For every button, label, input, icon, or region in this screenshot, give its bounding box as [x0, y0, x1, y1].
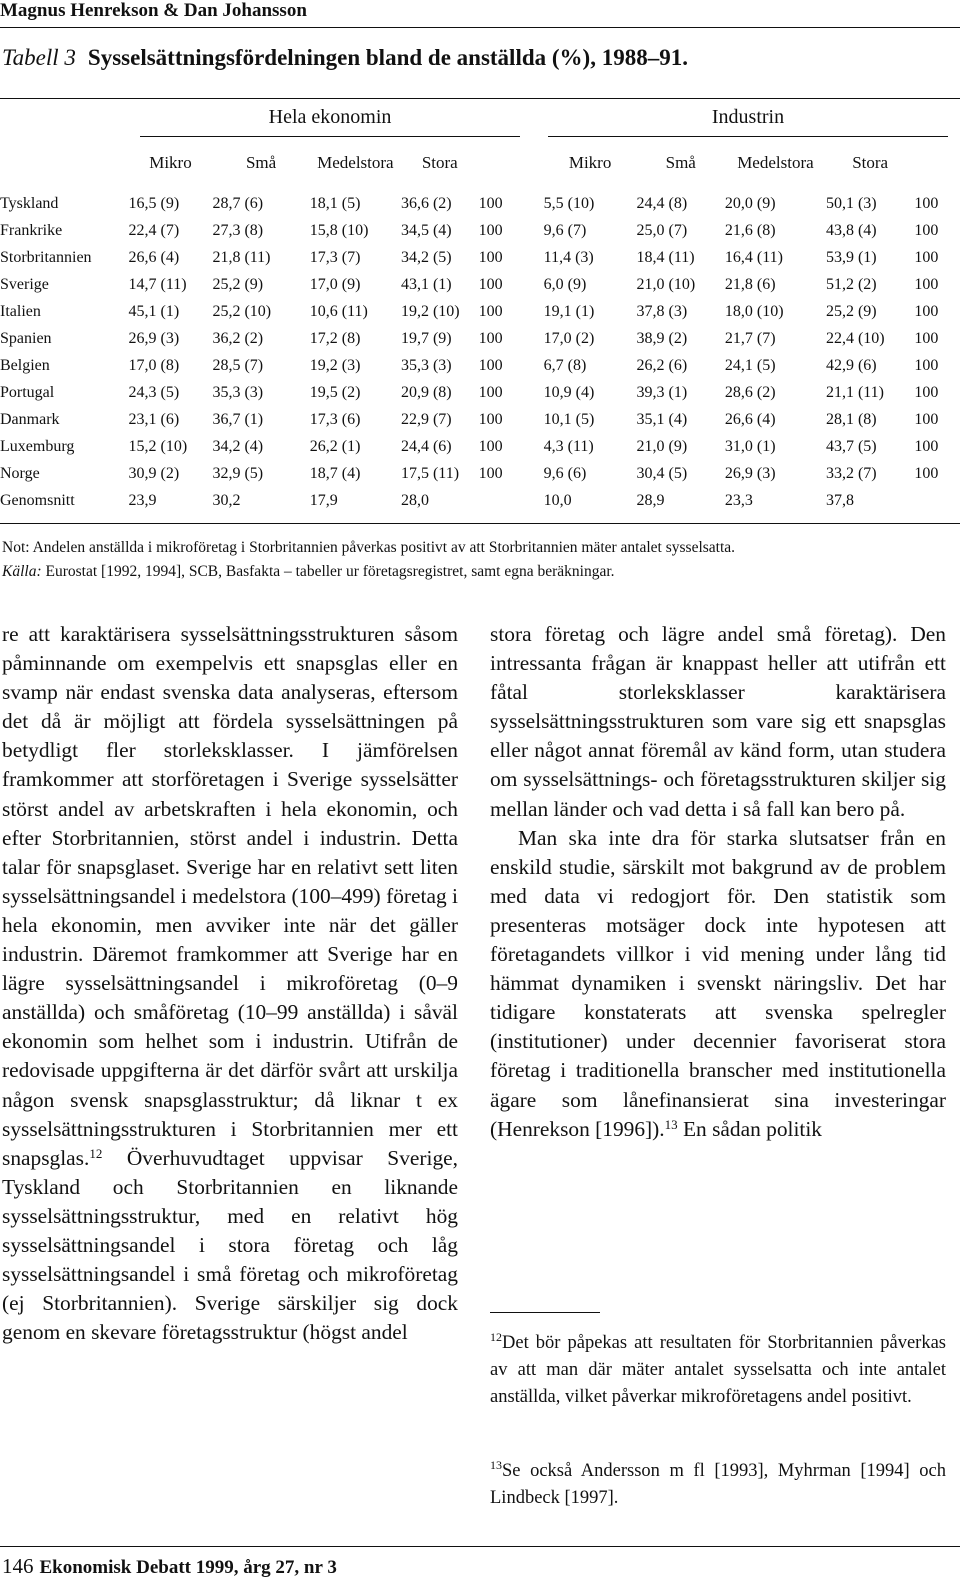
table-cell: 100 [914, 302, 939, 320]
table-cell: 5,5 (10) [543, 194, 595, 212]
table-title [2, 44, 688, 72]
table-cell: 20,9 (8) [400, 383, 452, 401]
table-cell: 45,1 (1) [128, 302, 180, 320]
table-cell: 19,2 (10) [400, 302, 460, 320]
table-cell: 34,5 (4) [400, 221, 452, 239]
table-cell: 43,7 (5) [825, 437, 877, 455]
col-header: Mikro [568, 153, 612, 172]
footnote-12: $^{12}$Det bör påpekas att resultaten för Storbritannien påverkas av att man där mäter antalet sysselsatta och inte antalet anställda, vilket påverkar mikroföretagens andel positivt. [490, 1330, 946, 1407]
row-label: Sverige [0, 275, 49, 293]
footnote-13: $^{13}$Se också Andersson m fl [1993], Myhrman [1994] och Lindbeck [1997]. [490, 1458, 946, 1508]
table-cell: 28,5 (7) [212, 356, 264, 374]
table-cell: 16,4 (11) [724, 248, 783, 266]
table-cell: 21,6 (8) [724, 221, 776, 239]
table-cell: 23,3 [724, 491, 753, 509]
table-cell: 24,4 (8) [636, 194, 688, 212]
table-cell: 30,9 (2) [128, 464, 180, 482]
row-label: Luxemburg [0, 437, 75, 455]
table-cell: 100 [914, 194, 939, 212]
row-label: Portugal [0, 383, 55, 401]
page-number: 146 [2, 1554, 34, 1578]
body-paragraph: re att karaktärisera sysselsättningsstrukturen såsom påminnande om exempelvis ett snapsglas eller en svamp när endast svenska data analyseras, eftersom det då är möjligt att fördela sysselsättningen på betydligt fler storleksklasser. I jämförelsen framkommer att storföretagen i Sverige sysselsätter störst andel av arbetskraften i hela ekonomin, och efter Storbritannien, störst andel i industrin. Detta talar för snapsglaset. Sverige har en relativt sett liten sysselsättningsandel i medelstora (100–499) företag i hela ekonomin, men avviker inte när det gäller industrin. Däremot framkommer att Sverige har en lägre sysselsättningsandel i mikroföretag (0–9 anställda) och småföretag (10–99 anställda) i såväl ekonomin som helhet som i industrin. Utifrån de redovisade uppgifterna är det därför svårt att urskilja någon svensk snapsglasstruktur; då liknar t ex sysselsättningsstrukturen i Storbritannien mer ett snapsglas.$^{12}$ Överhuvudtaget uppvisar Sverige, Tyskland och Storbritannien en liknande sysselsättningsstruktur, med en relativt hög sysselsättningsandel i stora företag och låg sysselsättningsandel i små företag och mikroföretag (ej Storbritannien). Sverige särskiljer sig dock genom en skevare företagsstruktur (högst andel [2, 622, 458, 1345]
left-column [2, 620, 458, 1347]
table-cell: 34,2 (4) [212, 437, 264, 455]
group-underline-1 [140, 136, 520, 137]
employment-table [0, 148, 950, 514]
col-header: Medelstora [737, 153, 814, 172]
table-cell: 36,7 (1) [212, 410, 264, 428]
table-cell: 100 [914, 437, 939, 455]
table-row [0, 325, 950, 352]
table-cell: 15,2 (10) [128, 437, 188, 455]
table-cell: 100 [478, 194, 503, 212]
table-cell: 25,2 (9) [212, 275, 264, 293]
table-cell: 24,4 (6) [400, 437, 452, 455]
table-cell: 33,2 (7) [825, 464, 877, 482]
table-cell: 24,1 (5) [724, 356, 776, 374]
table-cell: 28,0 [400, 491, 429, 509]
table-bottom-rule [0, 523, 960, 524]
group-underline-2 [548, 136, 948, 137]
table-cell: 35,3 (3) [212, 383, 264, 401]
footnote-rule [490, 1312, 600, 1313]
col-header: Mikro [149, 153, 192, 172]
table-row [0, 406, 950, 433]
table-cell: 28,7 (6) [212, 194, 264, 212]
table-cell: 100 [478, 248, 503, 266]
table-caption: Sysselsättningsfördelningen bland de anställda (%), 1988–91. [87, 45, 688, 70]
table-cell: 22,9 (7) [400, 410, 452, 428]
table-cell: 51,2 (2) [825, 275, 877, 293]
table-cell: 6,0 (9) [543, 275, 587, 293]
table-cell: 37,8 [825, 491, 854, 509]
table-cell: 17,3 (7) [309, 248, 361, 266]
col-header: Stora [421, 153, 458, 172]
table-cell: 26,9 (3) [128, 329, 180, 347]
col-header: Små [245, 153, 277, 172]
table-cell: 17,0 (9) [309, 275, 361, 293]
table-source [2, 560, 735, 584]
table-cell: 100 [914, 356, 939, 374]
source-text: Eurostat [1992, 1994], SCB, Basfakta – tabeller ur företagsregistret, samt egna beräkningar. [45, 563, 615, 580]
table-cell: 28,1 (8) [825, 410, 877, 428]
table-cell: 23,9 [128, 491, 157, 509]
table-cell: 25,2 (9) [825, 302, 877, 320]
table-row [0, 190, 950, 217]
table-subheader-row [0, 148, 950, 178]
group-header-hela-ekonomin: Hela ekonomin [268, 106, 392, 128]
table-cell: 14,7 (11) [128, 275, 187, 293]
table-cell: 18,0 (10) [724, 302, 784, 320]
table-cell: 100 [914, 464, 939, 482]
row-label: Storbritannien [0, 248, 92, 266]
table-cell: 43,8 (4) [825, 221, 877, 239]
table-cell: 20,0 (9) [724, 194, 776, 212]
col-header: Medelstora [317, 153, 394, 172]
table-row [0, 271, 950, 298]
table-cell: 28,9 [636, 491, 665, 509]
table-cell: 30,4 (5) [636, 464, 688, 482]
table-cell: 35,3 (3) [400, 356, 452, 374]
table-cell: 17,5 (11) [400, 464, 460, 482]
table-cell: 9,6 (6) [543, 464, 587, 482]
table-cell: 25,2 (10) [212, 302, 272, 320]
col-header: Små [665, 153, 696, 172]
source-label: Källa: [2, 563, 42, 580]
table-cell: 31,0 (1) [724, 437, 776, 455]
footnote-ref: 12 [89, 1145, 103, 1161]
table-cell: 50,1 (3) [825, 194, 877, 212]
table-cell: 100 [478, 464, 503, 482]
table-cell: 6,7 (8) [543, 356, 587, 374]
table-cell: 15,8 (10) [309, 221, 369, 239]
table-cell: 21,8 (11) [212, 248, 271, 266]
table-cell: 10,6 (11) [309, 302, 368, 320]
footnote-ref: 13 [664, 1116, 678, 1132]
table-cell: 100 [478, 275, 503, 293]
table-row [0, 298, 950, 325]
table-cell: 100 [914, 221, 939, 239]
table-cell: 9,6 (7) [543, 221, 587, 239]
table-cell: 11,4 (3) [543, 248, 594, 266]
table-cell: 26,6 (4) [724, 410, 776, 428]
table-top-rule [0, 98, 960, 99]
journal-name: Ekonomisk Debatt 1999, årg 27, nr 3 [39, 1557, 337, 1578]
table-cell: 21,1 (11) [825, 383, 884, 401]
table-cell: 100 [914, 248, 939, 266]
table-cell: 17,0 (2) [543, 329, 595, 347]
body-paragraph: Man ska inte dra för starka slutsatser från en enskild studie, särskilt mot bakgrund av de problem med data vi redogjort för. Den statistik som presenteras motsäger dock inte hypotesen att företagandets villkor i vid mening under lång tid hämmat dynamiken i svenskt näringsliv. Det har tidigare konstaterats att svenska spelregler (institutioner) under decennier favoriserat stora företag i traditionella branscher med institutionella ägare som lånefinansierat sina investeringar (Henrekson [1996]).$^{13}$ En sådan politik [490, 825, 946, 1141]
table-cell: 26,2 (6) [636, 356, 688, 374]
table-cell: 17,9 [309, 491, 338, 509]
table-cell: 35,1 (4) [636, 410, 688, 428]
table-notes [2, 536, 735, 584]
page-footer [2, 1554, 337, 1579]
row-label: Italien [0, 302, 41, 320]
table-cell: 100 [914, 410, 939, 428]
table-cell: 36,6 (2) [400, 194, 452, 212]
header-rule [0, 27, 960, 28]
table-cell: 19,1 (1) [543, 302, 595, 320]
table-cell: 28,6 (2) [724, 383, 776, 401]
table-cell: 100 [478, 356, 503, 374]
table-cell: 17,2 (8) [309, 329, 361, 347]
table-cell: 21,8 (6) [724, 275, 776, 293]
table-note: Not: Andelen anställda i mikroföretag i Storbritannien påverkas positivt av att Storbritannien mäter antalet sysselsatta. [2, 539, 736, 556]
table-cell: 38,9 (2) [636, 329, 688, 347]
table-row [0, 217, 950, 244]
table-cell: 53,9 (1) [825, 248, 877, 266]
table-cell: 100 [914, 275, 939, 293]
table-cell: 26,6 (4) [128, 248, 180, 266]
table-cell: 100 [914, 329, 939, 347]
row-label: Belgien [0, 356, 50, 374]
table-cell: 100 [478, 410, 503, 428]
table-cell: 43,1 (1) [400, 275, 452, 293]
table-cell: 21,0 (9) [636, 437, 688, 455]
table-cell: 26,2 (1) [309, 437, 361, 455]
table-cell: 18,7 (4) [309, 464, 361, 482]
table-cell: 19,7 (9) [400, 329, 452, 347]
table-cell: 16,5 (9) [128, 194, 180, 212]
table-cell: 17,0 (8) [128, 356, 180, 374]
table-cell: 100 [478, 302, 503, 320]
row-label: Tyskland [0, 194, 59, 212]
group-header-industrin: Industrin [711, 106, 785, 128]
table-cell: 39,3 (1) [636, 383, 688, 401]
row-label: Spanien [0, 329, 52, 347]
table-cell: 26,9 (3) [724, 464, 776, 482]
table-cell: 18,1 (5) [309, 194, 361, 212]
row-label: Danmark [0, 410, 60, 428]
table-row [0, 460, 950, 487]
footer-rule [0, 1546, 960, 1547]
table-cell: 30,2 [212, 491, 241, 509]
table-row [0, 487, 950, 514]
running-header: Magnus Henrekson & Dan Johansson [0, 0, 307, 21]
table-row [0, 352, 950, 379]
table-cell: 21,7 (7) [724, 329, 776, 347]
table-cell: 19,2 (3) [309, 356, 361, 374]
table-cell: 37,8 (3) [636, 302, 688, 320]
table-cell [479, 487, 544, 514]
table-cell: 22,4 (10) [825, 329, 885, 347]
table-cell: 4,3 (11) [543, 437, 594, 455]
row-label: Frankrike [0, 221, 63, 239]
table-cell: 100 [914, 383, 939, 401]
col-header: Stora [852, 153, 889, 172]
table-cell: 21,0 (10) [636, 275, 696, 293]
table-row [0, 379, 950, 406]
table-cell: 100 [478, 437, 503, 455]
table-cell: 10,0 [543, 491, 572, 509]
table-row [0, 244, 950, 271]
table-cell: 32,9 (5) [212, 464, 264, 482]
body-paragraph: stora företag och lägre andel små företag). Den intressanta frågan är knappast heller att utifrån ett fåtal storleksklasser karaktärisera sysselsättningsstrukturen som vare sig ett snapsglas eller något annat föremål av känd form, utan studera om sysselsättnings- och företagsstrukturen skiljer sig mellan länder och vad detta i så fall kan bero på. [490, 622, 946, 821]
table-cell: 10,9 (4) [543, 383, 595, 401]
table-cell: 18,4 (11) [636, 248, 695, 266]
right-column [490, 620, 946, 1144]
table-cell: 100 [478, 329, 503, 347]
table-cell: 23,1 (6) [128, 410, 180, 428]
table-cell: 100 [478, 221, 503, 239]
table-cell [914, 487, 950, 514]
table-cell: 17,3 (6) [309, 410, 361, 428]
table-cell: 22,4 (7) [128, 221, 180, 239]
table-cell: 25,0 (7) [636, 221, 688, 239]
table-cell: 24,3 (5) [128, 383, 180, 401]
table-label: Tabell 3 [2, 45, 76, 70]
table-row [0, 433, 950, 460]
table-cell: 27,3 (8) [212, 221, 264, 239]
table-cell: 42,9 (6) [825, 356, 877, 374]
table-cell: 19,5 (2) [309, 383, 361, 401]
table-cell: 100 [478, 383, 503, 401]
table-cell: 36,2 (2) [212, 329, 264, 347]
row-label: Genomsnitt [0, 491, 75, 509]
table-cell: 34,2 (5) [400, 248, 452, 266]
table-cell: 10,1 (5) [543, 410, 595, 428]
row-label: Norge [0, 464, 40, 482]
